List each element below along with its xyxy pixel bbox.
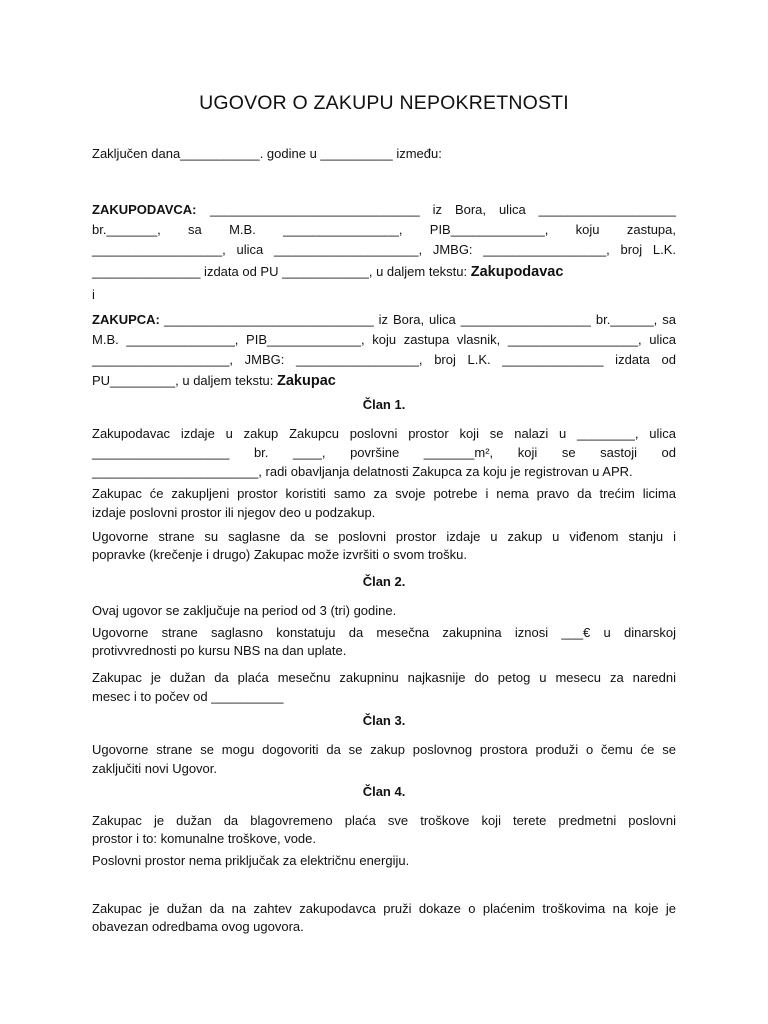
- lessee-line-1-fields: _____________________________ iz Bora, ulica __________________ br.______, sa: [164, 312, 676, 327]
- article-4-p3-line-2: obavezan odredbama ovog ugovora.: [92, 919, 304, 934]
- article-2-heading: Član 2.: [362, 574, 406, 589]
- lessor-line-4: [92, 262, 676, 282]
- article-2-p3-line-2: mesec i to počev od __________: [92, 689, 284, 704]
- lessee-line-3: ___________________, JMBG: _________________, broj L.K. ______________ izdata od: [92, 352, 676, 367]
- lessee-line-4: [92, 371, 676, 391]
- and-line: i: [92, 287, 95, 302]
- lessee-line-4-text: PU_________, u daljem tekstu:: [92, 373, 278, 388]
- article-1-p3-line-1: Ugovorne strane su saglasne da se poslovni prostor izdaje u zakup u viđenom stanju i: [92, 529, 676, 544]
- article-1-heading: Član 1.: [362, 397, 406, 412]
- lessor-line-2: br._______, sa M.B. ________________, PIB_____________, koju zastupa,: [92, 222, 676, 237]
- article-2-p1: Ovaj ugovor se zaključuje na period od 3 (tri) godine.: [92, 603, 397, 618]
- article-2-p2-line-2: protivvrednosti po kursu NBS na dan uplate.: [92, 643, 347, 658]
- lessor-label: ZAKUPODAVCA:: [92, 202, 197, 217]
- lessor-line-4-text: _______________ izdata od PU ____________, u daljem tekstu:: [92, 264, 471, 279]
- article-2-p2-line-1: Ugovorne strane saglasno konstatuju da mesečna zakupnina iznosi ___€ u dinarskoj: [92, 625, 676, 640]
- lessee-line-2: M.B. _______________, PIB_____________, koju zastupa vlasnik, __________________, ulica: [92, 332, 676, 347]
- article-4-heading: Član 4.: [362, 784, 406, 799]
- lessor-line-3: __________________, ulica ____________________, JMBG: _________________, broj L.K.: [92, 242, 676, 257]
- article-4-p2: Poslovni prostor nema priključak za električnu energiju.: [92, 853, 410, 868]
- lessor-term: Zakupodavac: [470, 264, 564, 280]
- article-4-p1-line-1: Zakupac je dužan da blagovremeno plaća sve troškove koji terete predmetni poslovni: [92, 813, 676, 828]
- article-2-p3-line-1: Zakupac je dužan da plaća mesečnu zakupninu najkasnije do petog u mesecu za naredni: [92, 670, 676, 685]
- article-3-p1-line-1: Ugovorne strane se mogu dogovoriti da se zakup poslovnog prostora produži o čemu će se: [92, 742, 676, 757]
- document-title: UGOVOR O ZAKUPU NEPOKRETNOSTI: [199, 92, 569, 114]
- article-3-p1-line-2: zaključiti novi Ugovor.: [92, 761, 217, 776]
- lessee-term: Zakupac: [277, 373, 336, 389]
- lessor-line-1-fields: _____________________________ iz Bora, ulica ___________________: [210, 202, 676, 217]
- article-4-p3-line-1: Zakupac je dužan da na zahtev zakupodavca pruži dokaze o plaćenim troškovima na koje je: [92, 901, 676, 916]
- article-1-p3-line-2: popravke (krečenje i drugo) Zakupac može izvršiti o svom trošku.: [92, 547, 467, 562]
- article-3-heading: Član 3.: [362, 713, 406, 728]
- lessee-label: ZAKUPCA:: [92, 312, 160, 327]
- article-1-p2-line-2: izdaje poslovni prostor ili njegov deo u podzakup.: [92, 505, 376, 520]
- article-1-p1-line-2: ___________________ br. ____, površine _______m², koji se sastoji od: [92, 445, 676, 460]
- article-1-p1-line-1: Zakupodavac izdaje u zakup Zakupcu poslovni prostor koji se nalazi u ________, ulica: [92, 426, 676, 441]
- article-1-p1-line-3: _______________________, radi obavljanja delatnosti Zakupca za koju je registrovan u APR.: [92, 464, 633, 479]
- concluded-line: Zaključen dana___________. godine u __________ između:: [92, 146, 442, 161]
- article-4-p1-line-2: prostor i to: komunalne troškove, vode.: [92, 831, 317, 846]
- article-1-p2-line-1: Zakupac će zakupljeni prostor koristiti samo za svoje potrebe i nema pravo da trećim licima: [92, 486, 676, 501]
